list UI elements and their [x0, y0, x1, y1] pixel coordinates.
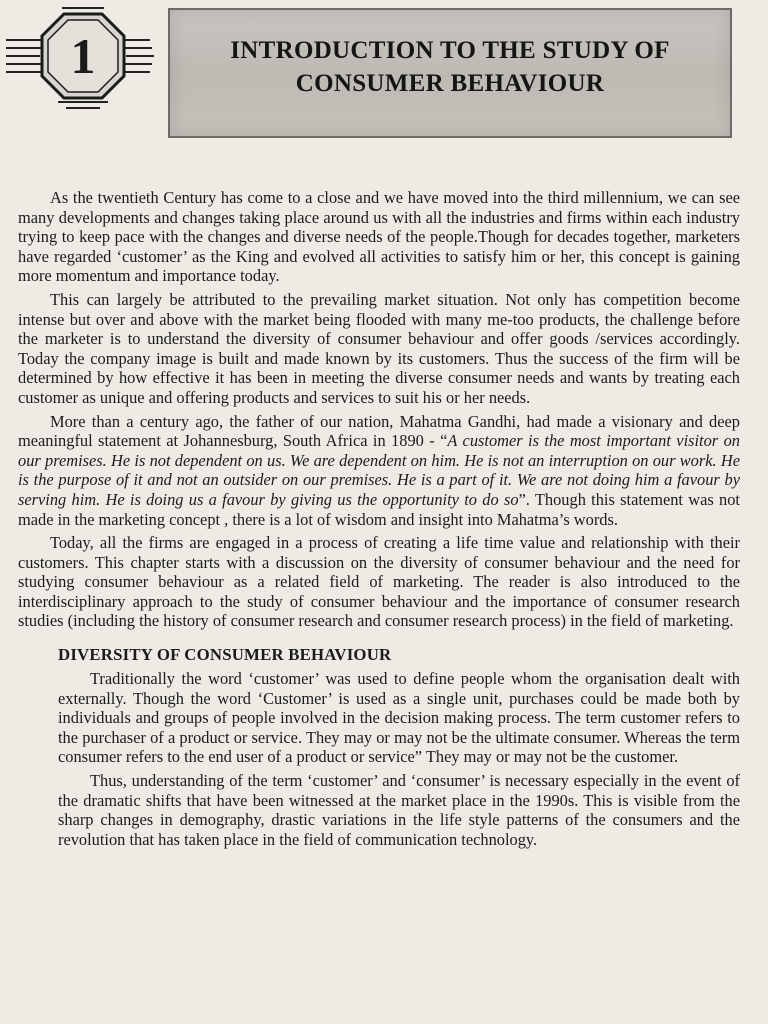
section-heading: DIVERSITY OF CONSUMER BEHAVIOUR [58, 645, 392, 665]
section-body [58, 669, 740, 849]
section-paragraph-2: Thus, understanding of the term ‘customer’ and ‘consumer’ is necessary especially in the event of the dramatic shifts that have been witnessed at the market place in the 1990s. This is visible from the sharp changes in demography, drastic variations in the life style patterns of the consumers and the revolution that has taken place in the field of communication technology. [58, 771, 740, 849]
chapter-body [18, 188, 740, 849]
chapter-number: 1 [70, 28, 96, 84]
gandhi-paragraph [18, 412, 740, 530]
chapter-badge [4, 4, 154, 112]
chapter-title-box [168, 8, 732, 138]
intro-paragraph-2: This can largely be attributed to the prevailing market situation. Not only has competition become intense but over and above with the market being flooded with many me-too products, the challenge before the marketer is to understand the diversity of consumer behaviour and offer goods /services accordingly. Today the company image is built and made known by its customers. Thus the success of the firm will be determined by how effective it has been in meeting the diverse consumer needs and wants by treating each customer as unique and offering products and services to suit his or her needs. [18, 289, 740, 407]
chapter-title-line-2: CONSUMER BEHAVIOUR [295, 70, 605, 97]
section-paragraph-1: Traditionally the word ‘customer’ was used to define people whom the organisation dealt with externally. Though the word ‘Customer’ is used as a single unit, purchases could be made both by individuals and groups of people involved in the decision making process. The term customer refers to the purchaser of a product or service. They may or may not be the ultimate consumer. Whereas the term consumer refers to the end user of a product or service” They may or may not be the customer. [58, 669, 740, 767]
gandhi-quote: A customer is the most important visitor on our premises. He is not dependent on us. We are dependent on him. He is not an interruption on our work. He is the purpose of it and not an outsider on our premises. He is a part of it. We are not doing him a favour by serving him. He is doing us a favour by giving us the opportunity to do so [18, 431, 740, 509]
gandhi-intro-text: More than a century ago, the father of our nation, Mahatma Gandhi, had made a visionary and deep meaningful statement at Johannesburg, South Africa in 1890 - “ [18, 411, 740, 451]
chapter-title-line-1: INTRODUCTION TO THE STUDY OF [230, 37, 670, 64]
intro-paragraph-today: Today, all the firms are engaged in a process of creating a life time value and relationship with their customers. This chapter starts with a discussion on the diversity of consumer behaviour and the need for studying consumer behaviour as a related field of marketing. The reader is also introduced to the interdisciplinary approach to the study of consumer behaviour and the importance of consumer research studies (including the history of consumer research and consumer research process) in the field of marketing. [18, 533, 740, 631]
gandhi-after-text: ”. Though this statement was not made in the marketing concept , there is a lot of wisdom and insight into Mahatma’s words. [18, 489, 740, 529]
intro-paragraph-1: As the twentieth Century has come to a close and we have moved into the third millennium, we can see many developments and changes taking place around us with all the industries and firms within each industry trying to keep pace with the changes and diverse needs of the people.Though for decades together, marketers have regarded ‘customer’ as the King and evolved all activities to satisfy him or her, this concept is gaining more momentum and importance today. [18, 188, 740, 286]
